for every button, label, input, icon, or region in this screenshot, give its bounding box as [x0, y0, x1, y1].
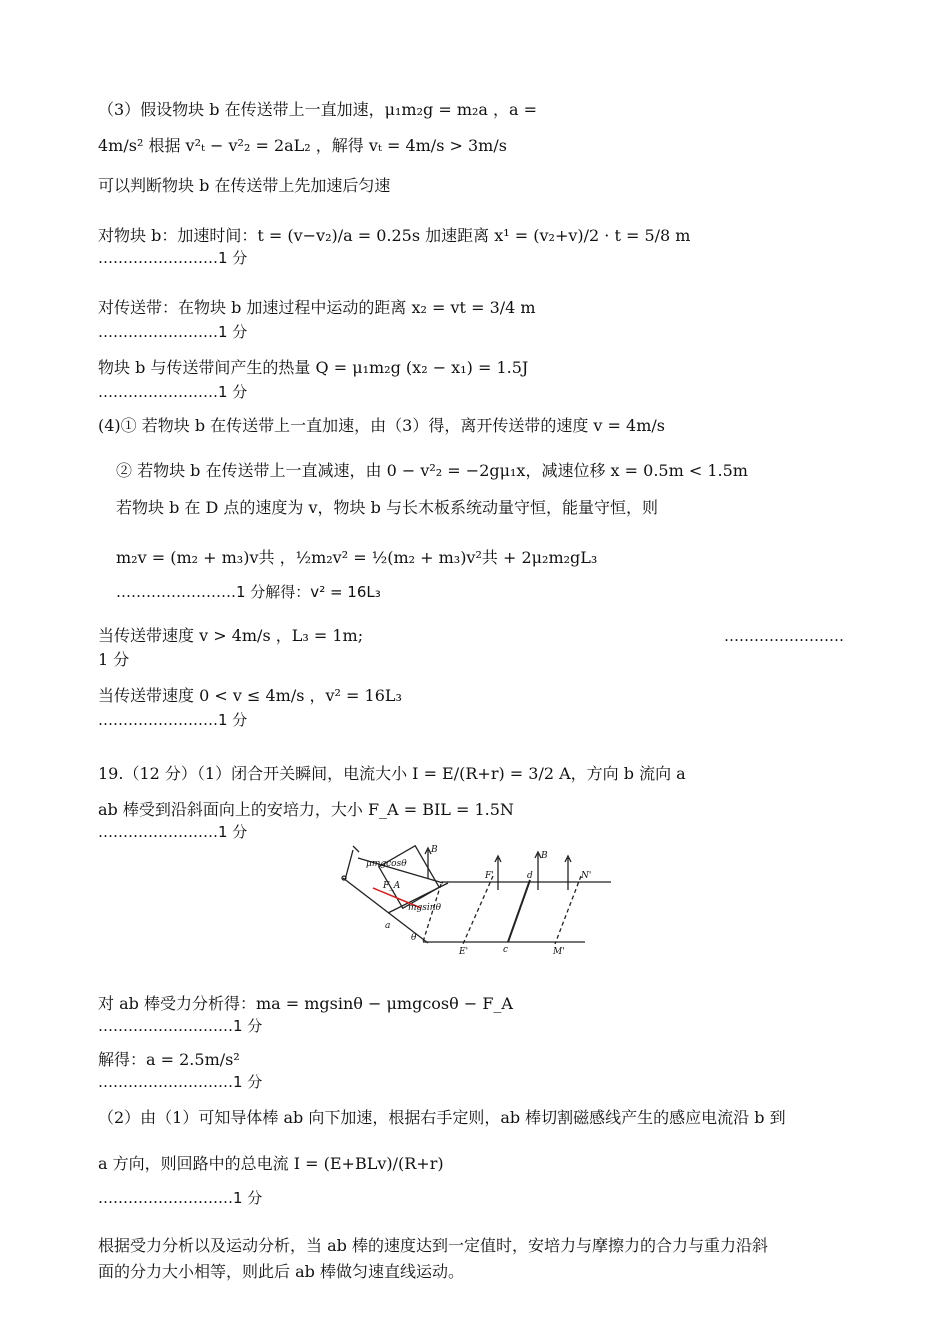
switch-line	[345, 850, 353, 880]
label-b: B	[541, 851, 548, 861]
text-line: 物块 b 与传送带间产生的热量 Q = μ₁m₂g (x₂ − x₁) = 1.5J	[98, 358, 529, 377]
score-dots: ……………………1 分	[98, 383, 248, 401]
score-dots: ………………………1 分	[98, 1189, 263, 1207]
label-m: M'	[553, 947, 565, 957]
text-line: m₂v = (m₂ + m₃)v共 ，½m₂v² = ½(m₂ + m₃)v²共 + 2μ₂m₂gL₃	[116, 548, 598, 567]
label-mgsin: mgsinθ	[408, 903, 442, 913]
score-dots: ………………………1 分	[98, 1017, 263, 1035]
label-theta: θ	[411, 933, 417, 943]
score-dots: ……………………1 分	[98, 323, 248, 341]
score-dots: ……………………1 分	[98, 249, 248, 267]
score-dots: ………………………1 分	[98, 1073, 263, 1091]
text-line: 对传送带：在物块 b 加速过程中运动的距离 x₂ = vt = 3/4 m	[98, 298, 536, 317]
text-line: 若物块 b 在 D 点的速度为 v，物块 b 与长木板系统动量守恒，能量守恒，则	[116, 498, 658, 517]
physics-diagram	[333, 838, 615, 958]
text-line: 解得：a = 2.5m/s²	[98, 1050, 240, 1069]
score-dots: ……………………	[724, 627, 844, 645]
label-d: d	[527, 871, 533, 881]
text-line: （2）由（1）可知导体棒 ab 向下加速，根据右手定则，ab 棒切割磁感线产生的感应电流沿 b 到	[98, 1108, 786, 1127]
text-line: （3）假设物块 b 在传送带上一直加速，μ₁m₂g = m₂a ，a =	[98, 100, 538, 119]
score-dots: ……………………1 分	[98, 711, 248, 729]
text-line: ② 若物块 b 在传送带上一直减速，由 0 − v²₂ = −2gμ₁x，减速位移 x = 0.5m < 1.5m	[116, 461, 748, 480]
text-line: 19.（12 分）（1）闭合开关瞬间，电流大小 I = E/(R+r) = 3/2 A，方向 b 流向 a	[98, 764, 686, 783]
score-dots: ……………………1 分	[98, 823, 248, 841]
text-line: 1 分	[98, 650, 130, 669]
text-line: 根据受力分析以及运动分析，当 ab 棒的速度达到一定值时，安培力与摩擦力的合力与重力沿斜	[98, 1236, 768, 1255]
score-dots: ……………………1 分解得：v² = 16L₃	[116, 583, 381, 601]
cd-bar	[508, 880, 530, 942]
label-mgcos: μmgcosθ	[366, 859, 407, 869]
label-n: N'	[581, 871, 592, 881]
label-b: B	[431, 845, 438, 855]
text-line: a 方向，则回路中的总电流 I = (E+BLv)/(R+r)	[98, 1154, 444, 1173]
text-line: (4)① 若物块 b 在传送带上一直加速，由（3）得，离开传送带的速度 v = 4m/s	[98, 416, 666, 435]
text-line: 4m/s² 根据 v²ₜ − v²₂ = 2aL₂ ，解得 vₜ = 4m/s > 3m/s	[98, 136, 507, 155]
text-line: 当传送带速度 0 < v ≤ 4m/s ，v² = 16L₃	[98, 686, 402, 705]
text-line: 对 ab 棒受力分析得：ma = mgsinθ − μmgcosθ − F_A	[98, 994, 513, 1013]
label-a: a	[385, 921, 391, 931]
text-line: 当传送带速度 v > 4m/s ，L₃ = 1m;	[98, 626, 364, 645]
text-line: 可以判断物块 b 在传送带上先加速后匀速	[98, 176, 391, 195]
text-line: 对物块 b：加速时间：t = (v−v₂)/a = 0.25s 加速距离 x¹ = (v₂+v)/2 · t = 5/8 m	[98, 226, 691, 245]
label-fa: F_A	[383, 881, 401, 891]
label-c: c	[503, 945, 509, 955]
label-f: F'	[485, 871, 494, 881]
label-e: E'	[459, 947, 469, 957]
text-line: ab 棒受到沿斜面向上的安培力，大小 F_A = BIL = 1.5N	[98, 800, 514, 819]
text-line: 面的分力大小相等，则此后 ab 棒做匀速直线运动。	[98, 1262, 464, 1281]
